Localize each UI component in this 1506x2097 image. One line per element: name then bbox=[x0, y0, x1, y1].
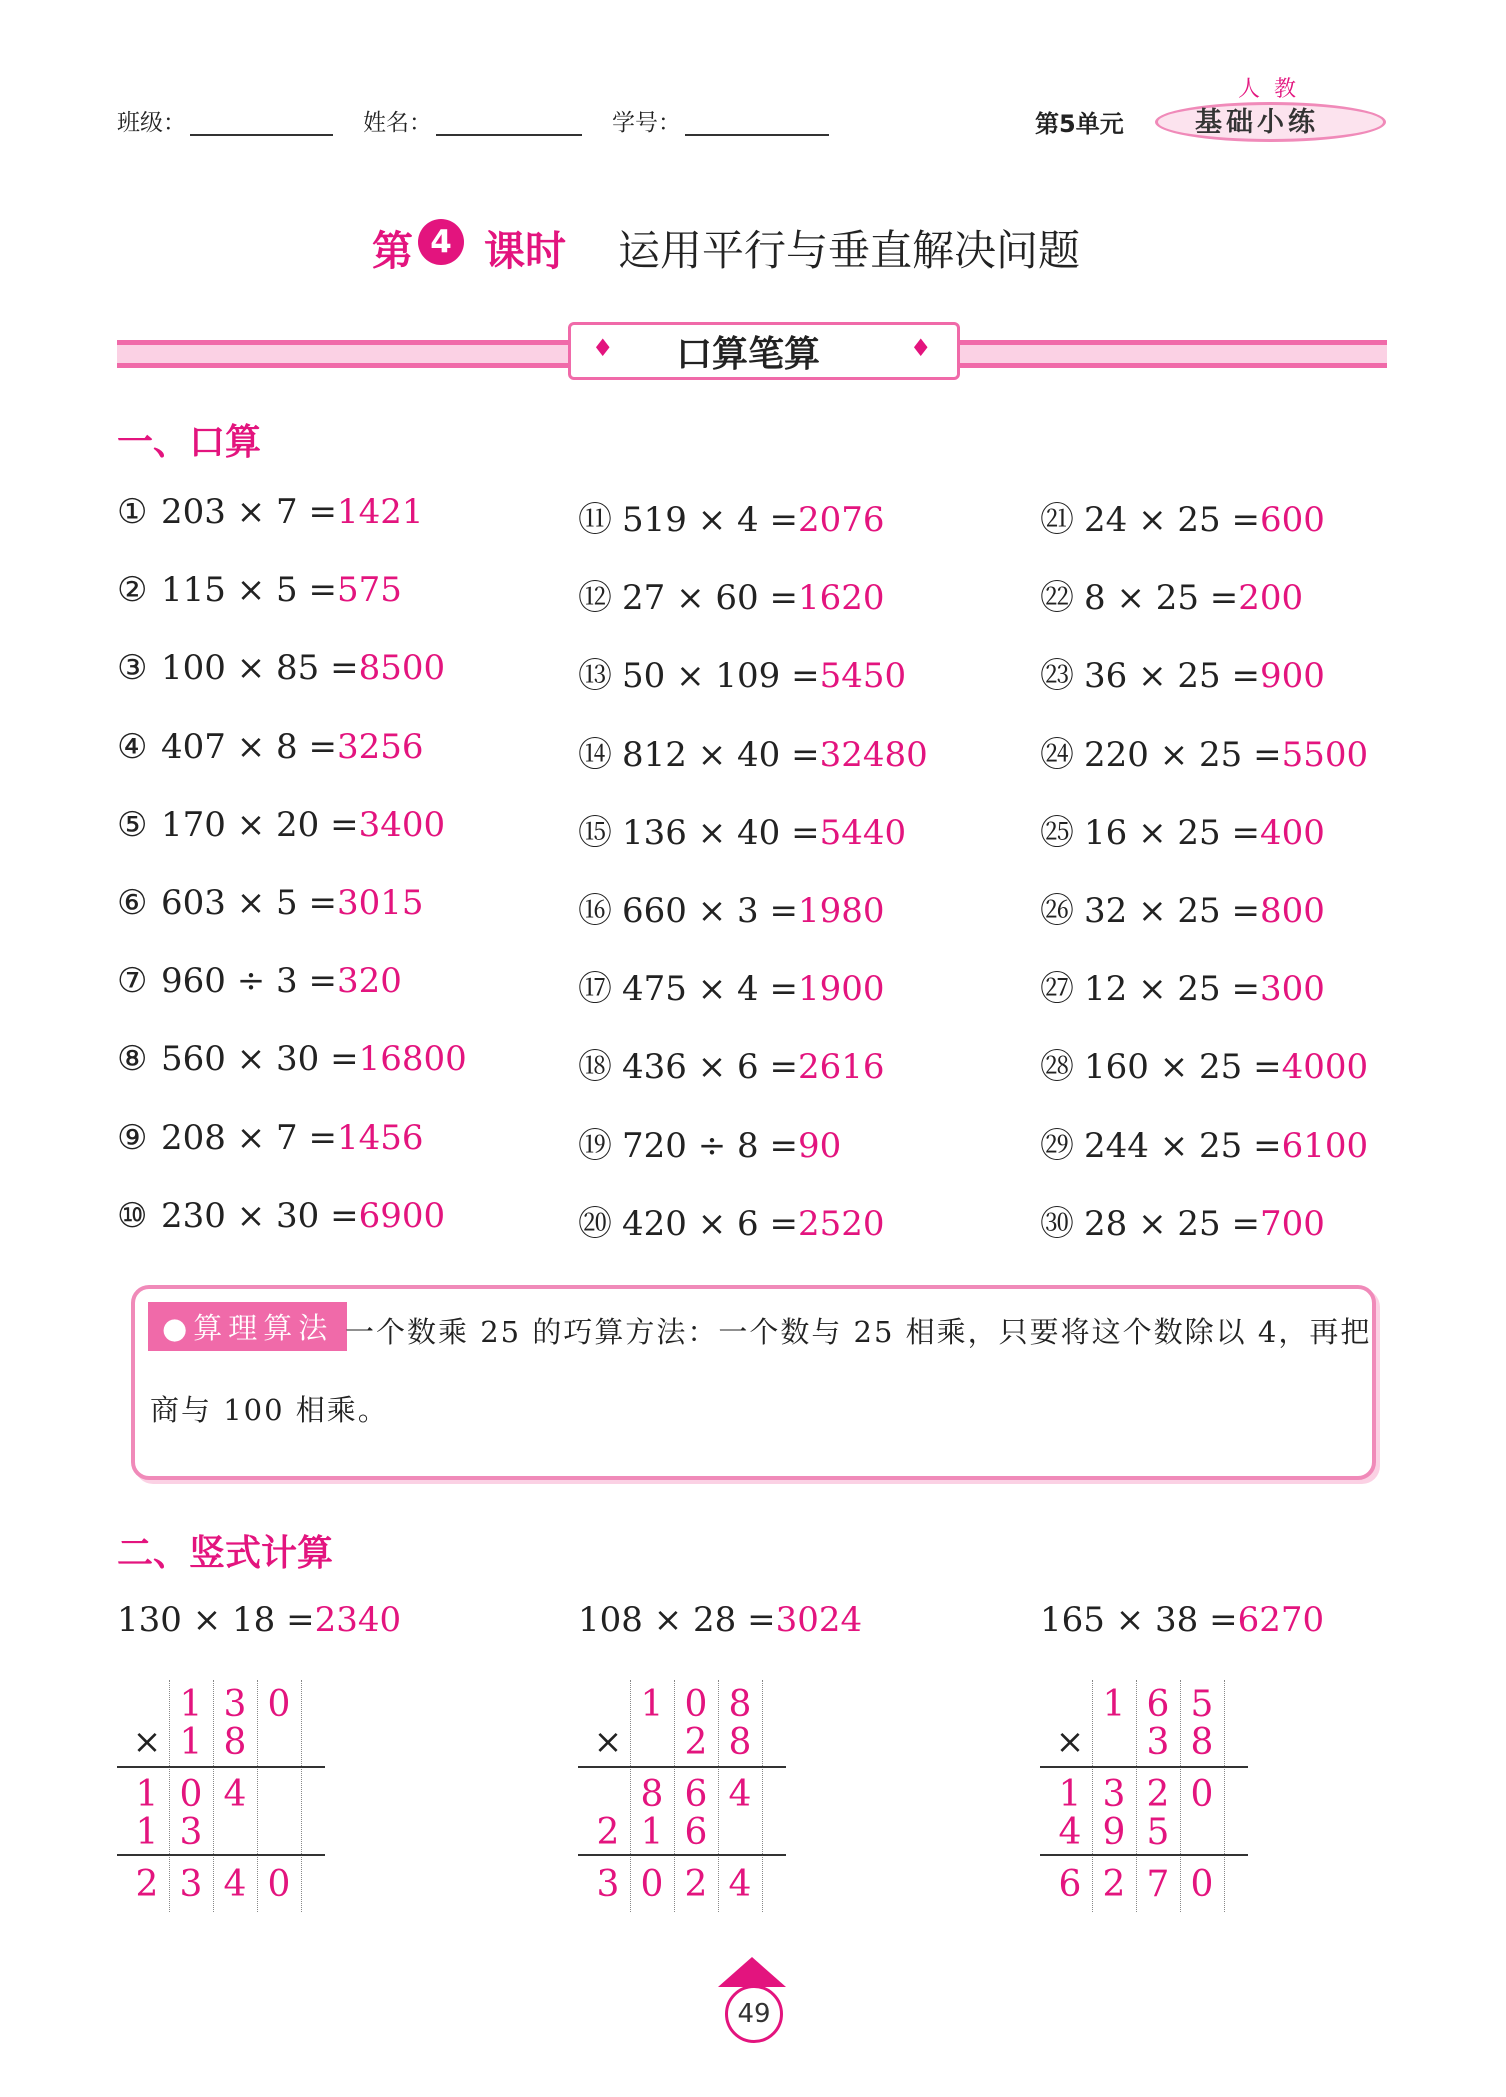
item-number: ⑩ bbox=[117, 1195, 148, 1236]
digit-cell: 0 bbox=[640, 1864, 664, 1905]
digit-cell: 5 bbox=[1190, 1684, 1214, 1725]
publisher-label: 人教 bbox=[1238, 77, 1311, 102]
item-number: ② bbox=[117, 570, 148, 611]
item-question: 230 × 30 = bbox=[161, 1195, 359, 1236]
item-question: 170 × 20 = bbox=[161, 804, 359, 845]
mental-math-item bbox=[1040, 961, 1325, 1010]
digit-cell: 8 bbox=[728, 1684, 752, 1725]
mental-math-item bbox=[1040, 648, 1325, 697]
digit-cell: 3 bbox=[179, 1864, 203, 1905]
digit-cell: 3 bbox=[223, 1684, 247, 1725]
equation-question: 130 × 18 = bbox=[117, 1600, 315, 1640]
digit-cell: 1 bbox=[179, 1684, 203, 1725]
diamond-icon: ♦ bbox=[592, 334, 614, 362]
item-answer: 3015 bbox=[336, 883, 424, 923]
item-answer: 16800 bbox=[358, 1039, 467, 1080]
mental-math-item bbox=[1040, 1118, 1368, 1167]
digit-cell: 1 bbox=[179, 1722, 203, 1763]
item-answer: 2076 bbox=[797, 500, 885, 540]
item-question: 8 × 25 = bbox=[1084, 578, 1239, 619]
sum-line bbox=[1040, 1854, 1248, 1856]
item-number: ⑭ bbox=[578, 734, 612, 775]
sum-line bbox=[117, 1854, 325, 1856]
item-number: ⑯ bbox=[578, 891, 612, 931]
diamond-icon: ♦ bbox=[910, 334, 932, 362]
item-question: 160 × 25 = bbox=[1084, 1047, 1282, 1088]
item-question: 115 × 5 = bbox=[161, 570, 337, 611]
item-number: ⑲ bbox=[578, 1125, 612, 1166]
item-number: ⑥ bbox=[117, 883, 148, 923]
column-guide bbox=[1224, 1680, 1225, 1912]
item-number: ① bbox=[117, 492, 148, 532]
item-answer: 1980 bbox=[797, 891, 885, 931]
mental-math-item bbox=[117, 727, 423, 767]
item-answer: 900 bbox=[1259, 656, 1325, 697]
digit-cell: 3 bbox=[1102, 1774, 1126, 1815]
item-number: ㉗ bbox=[1040, 969, 1074, 1010]
mental-math-item bbox=[578, 727, 928, 776]
digit-cell: 8 bbox=[640, 1774, 664, 1815]
multiply-sign: × bbox=[593, 1722, 623, 1762]
digit-cell: 6 bbox=[1058, 1864, 1082, 1905]
item-answer: 8500 bbox=[358, 648, 446, 689]
item-number: ⑪ bbox=[578, 500, 612, 540]
item-number: ⑤ bbox=[117, 804, 148, 845]
mental-math-item bbox=[117, 648, 445, 688]
item-number: ㉕ bbox=[1040, 812, 1074, 853]
item-answer: 1900 bbox=[797, 969, 885, 1010]
mental-math-item bbox=[578, 492, 884, 541]
item-number: ㉔ bbox=[1040, 734, 1074, 775]
item-answer: 90 bbox=[797, 1125, 842, 1166]
vertical-equation bbox=[117, 1600, 401, 1640]
digit-cell: 3 bbox=[1146, 1722, 1170, 1763]
digit-cell: 2 bbox=[1102, 1864, 1126, 1905]
item-number: ③ bbox=[117, 648, 148, 689]
item-answer: 320 bbox=[336, 961, 402, 1002]
item-answer: 3256 bbox=[336, 726, 424, 767]
name-label: 姓名： bbox=[363, 110, 432, 136]
lesson-topic: 运用平行与垂直解决问题 bbox=[618, 226, 1081, 275]
digit-cell: 5 bbox=[1146, 1812, 1170, 1853]
item-answer: 2520 bbox=[797, 1203, 885, 1244]
sum-line bbox=[1040, 1766, 1248, 1768]
item-answer: 200 bbox=[1238, 578, 1304, 619]
mental-math-item bbox=[117, 883, 423, 923]
item-answer: 5440 bbox=[819, 812, 907, 853]
lesson-prefix: 第 bbox=[372, 227, 413, 275]
item-question: 208 × 7 = bbox=[161, 1117, 337, 1158]
item-question: 475 × 4 = bbox=[622, 969, 798, 1010]
digit-cell: 1 bbox=[1058, 1774, 1082, 1815]
digit-cell: 9 bbox=[1102, 1812, 1126, 1853]
item-question: 203 × 7 = bbox=[161, 492, 337, 532]
lesson-suffix: 课时 bbox=[484, 227, 566, 275]
part1-heading: 一、口算 bbox=[117, 422, 262, 463]
vertical-calculation bbox=[1040, 1680, 1248, 1912]
mental-math-item bbox=[117, 570, 402, 610]
item-answer: 3400 bbox=[358, 804, 446, 845]
digit-cell: 8 bbox=[223, 1722, 247, 1763]
item-question: 136 × 40 = bbox=[622, 812, 820, 853]
item-answer: 300 bbox=[1259, 969, 1325, 1010]
brand-title: 基础小练 bbox=[1195, 107, 1319, 138]
student-id-label: 学号： bbox=[612, 110, 681, 136]
item-number: ⑫ bbox=[578, 578, 612, 619]
mental-math-item bbox=[578, 648, 906, 697]
item-number: ㉖ bbox=[1040, 891, 1074, 931]
name-field[interactable] bbox=[436, 134, 582, 136]
digit-cell: 8 bbox=[728, 1722, 752, 1763]
digit-cell: 4 bbox=[728, 1864, 752, 1905]
mental-math-item bbox=[578, 1118, 841, 1167]
item-question: 32 × 25 = bbox=[1084, 891, 1260, 931]
item-number: ⑰ bbox=[578, 969, 612, 1010]
item-number: ㉚ bbox=[1040, 1203, 1074, 1244]
vertical-equation bbox=[578, 1600, 862, 1640]
sum-line bbox=[578, 1854, 786, 1856]
item-answer: 1620 bbox=[797, 578, 885, 619]
item-question: 220 × 25 = bbox=[1084, 734, 1282, 775]
digit-cell: 0 bbox=[684, 1684, 708, 1725]
equation-question: 108 × 28 = bbox=[578, 1600, 776, 1640]
item-answer: 6100 bbox=[1281, 1125, 1369, 1166]
digit-cell: 2 bbox=[135, 1864, 159, 1905]
digit-cell: 1 bbox=[135, 1774, 159, 1815]
digit-cell: 1 bbox=[135, 1812, 159, 1853]
vertical-calculation bbox=[578, 1680, 786, 1912]
digit-cell: 2 bbox=[1146, 1774, 1170, 1815]
item-question: 24 × 25 = bbox=[1084, 500, 1260, 540]
tip-text-line1: 一个数乘 25 的巧算方法：一个数与 25 相乘，只要将这个数除以 4，再把 bbox=[345, 1315, 1372, 1349]
digit-cell: 4 bbox=[223, 1774, 247, 1815]
digit-cell: 6 bbox=[1146, 1684, 1170, 1725]
mental-math-item bbox=[578, 961, 884, 1010]
item-question: 244 × 25 = bbox=[1084, 1125, 1282, 1166]
item-number: ㉓ bbox=[1040, 656, 1074, 697]
item-answer: 4000 bbox=[1281, 1047, 1369, 1088]
digit-cell: 0 bbox=[179, 1774, 203, 1815]
mental-math-item bbox=[578, 883, 884, 932]
item-question: 436 × 6 = bbox=[622, 1047, 798, 1088]
part2-heading: 二、竖式计算 bbox=[117, 1533, 334, 1574]
item-answer: 5500 bbox=[1281, 734, 1369, 775]
mental-math-item bbox=[1040, 727, 1368, 776]
item-number: ⑨ bbox=[117, 1117, 148, 1158]
column-guide bbox=[301, 1680, 302, 1912]
equation-answer: 2340 bbox=[314, 1600, 402, 1640]
item-number: ⑱ bbox=[578, 1047, 612, 1088]
item-question: 519 × 4 = bbox=[622, 500, 798, 540]
column-guide bbox=[762, 1680, 763, 1912]
item-answer: 2616 bbox=[797, 1047, 885, 1088]
item-number: ㉑ bbox=[1040, 500, 1074, 540]
item-answer: 800 bbox=[1259, 891, 1325, 931]
item-question: 960 ÷ 3 = bbox=[161, 961, 337, 1002]
mental-math-item bbox=[117, 492, 423, 532]
mental-math-item bbox=[1040, 570, 1303, 619]
mental-math-item bbox=[1040, 805, 1325, 854]
digit-cell: 2 bbox=[684, 1722, 708, 1763]
digit-cell: 3 bbox=[596, 1864, 620, 1905]
mental-math-item bbox=[1040, 1039, 1368, 1088]
sum-line bbox=[578, 1766, 786, 1768]
item-question: 28 × 25 = bbox=[1084, 1203, 1260, 1244]
digit-cell: 4 bbox=[728, 1774, 752, 1815]
item-question: 27 × 60 = bbox=[622, 578, 798, 619]
item-number: ㉙ bbox=[1040, 1125, 1074, 1166]
mental-math-item bbox=[117, 1118, 423, 1158]
digit-cell: 6 bbox=[684, 1774, 708, 1815]
mental-math-item bbox=[1040, 1196, 1325, 1245]
multiply-sign: × bbox=[132, 1722, 162, 1762]
section-banner-title: 口算笔算 bbox=[676, 334, 821, 375]
item-answer: 1456 bbox=[336, 1117, 424, 1158]
item-question: 12 × 25 = bbox=[1084, 969, 1260, 1010]
equation-answer: 3024 bbox=[775, 1600, 863, 1640]
equation-question: 165 × 38 = bbox=[1040, 1600, 1238, 1640]
item-question: 812 × 40 = bbox=[622, 734, 820, 775]
equation-answer: 6270 bbox=[1237, 1600, 1325, 1640]
page-number: 49 bbox=[725, 1985, 783, 2043]
digit-cell: 1 bbox=[640, 1684, 664, 1725]
item-question: 420 × 6 = bbox=[622, 1203, 798, 1244]
item-number: ㉒ bbox=[1040, 578, 1074, 619]
digit-cell: 0 bbox=[1190, 1774, 1214, 1815]
digit-cell: 0 bbox=[1190, 1864, 1214, 1905]
digit-cell: 8 bbox=[1190, 1722, 1214, 1763]
item-question: 720 ÷ 8 = bbox=[622, 1125, 798, 1166]
item-number: ⑬ bbox=[578, 656, 612, 697]
mental-math-item bbox=[117, 1039, 467, 1079]
item-number: ㉘ bbox=[1040, 1047, 1074, 1088]
digit-cell: 1 bbox=[1102, 1684, 1126, 1725]
mental-math-item bbox=[578, 1196, 884, 1245]
item-question: 100 × 85 = bbox=[161, 648, 359, 689]
item-question: 603 × 5 = bbox=[161, 883, 337, 923]
sum-line bbox=[117, 1766, 325, 1768]
tip-tag: ●算理算法 bbox=[148, 1302, 347, 1351]
mental-math-item bbox=[117, 805, 445, 845]
digit-cell: 4 bbox=[223, 1864, 247, 1905]
item-number: ⑦ bbox=[117, 961, 148, 1002]
mental-math-item bbox=[1040, 883, 1325, 932]
mental-math-item bbox=[1040, 492, 1325, 541]
item-number: ⑳ bbox=[578, 1203, 612, 1244]
mental-math-item bbox=[578, 570, 884, 619]
unit-label: 第5单元 bbox=[1035, 110, 1124, 138]
digit-cell: 0 bbox=[267, 1864, 291, 1905]
item-answer: 575 bbox=[336, 570, 402, 611]
item-answer: 32480 bbox=[819, 734, 928, 775]
item-question: 36 × 25 = bbox=[1084, 656, 1260, 697]
digit-cell: 2 bbox=[596, 1812, 620, 1853]
item-number: ⑮ bbox=[578, 812, 612, 853]
digit-cell: 7 bbox=[1146, 1864, 1170, 1905]
mental-math-item bbox=[117, 961, 402, 1001]
item-answer: 400 bbox=[1259, 812, 1325, 853]
digit-cell: 0 bbox=[267, 1684, 291, 1725]
class-field[interactable] bbox=[190, 134, 333, 136]
page-number-roof bbox=[718, 1957, 786, 1987]
vertical-calculation bbox=[117, 1680, 325, 1912]
item-number: ⑧ bbox=[117, 1039, 148, 1080]
item-question: 50 × 109 = bbox=[622, 656, 820, 697]
item-question: 660 × 3 = bbox=[622, 891, 798, 931]
multiply-sign: × bbox=[1055, 1722, 1085, 1762]
item-number: ④ bbox=[117, 726, 148, 767]
mental-math-item bbox=[117, 1196, 445, 1236]
class-label: 班级： bbox=[117, 110, 186, 136]
item-answer: 1421 bbox=[336, 492, 424, 532]
item-question: 560 × 30 = bbox=[161, 1039, 359, 1080]
digit-cell: 3 bbox=[179, 1812, 203, 1853]
vertical-equation bbox=[1040, 1600, 1324, 1640]
tip-text-line2: 商与 100 相乘。 bbox=[150, 1393, 389, 1427]
digit-cell: 1 bbox=[640, 1812, 664, 1853]
item-answer: 6900 bbox=[358, 1195, 446, 1236]
item-question: 407 × 8 = bbox=[161, 726, 337, 767]
item-answer: 700 bbox=[1259, 1203, 1325, 1244]
item-answer: 5450 bbox=[819, 656, 907, 697]
digit-cell: 4 bbox=[1058, 1812, 1082, 1853]
item-question: 16 × 25 = bbox=[1084, 812, 1260, 853]
mental-math-item bbox=[578, 1039, 884, 1088]
lesson-number: 4 bbox=[418, 219, 464, 265]
digit-cell: 6 bbox=[684, 1812, 708, 1853]
student-id-field[interactable] bbox=[685, 134, 829, 136]
item-answer: 600 bbox=[1259, 500, 1325, 540]
digit-cell: 2 bbox=[684, 1864, 708, 1905]
mental-math-item bbox=[578, 805, 906, 854]
